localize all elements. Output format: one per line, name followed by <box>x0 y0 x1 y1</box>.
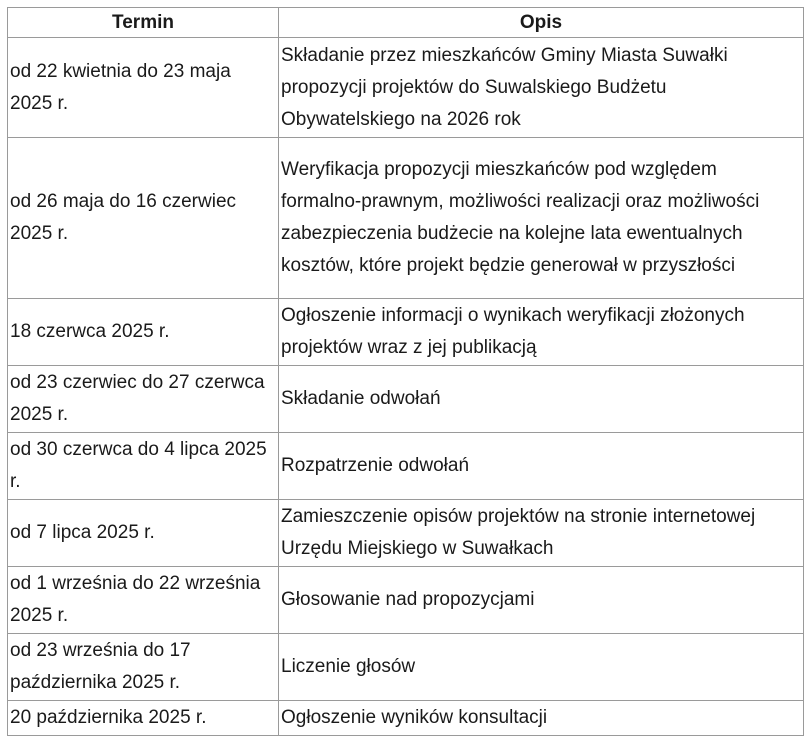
cell-opis: Składanie przez mieszkańców Gminy Miasta Suwałki propozycji projektów do Suwalskiego Budżetu Obywatelskiego na 2026 rok <box>279 38 804 138</box>
table-body <box>8 38 804 736</box>
cell-termin: od 7 lipca 2025 r. <box>8 500 279 567</box>
table-header <box>8 8 804 38</box>
table-row <box>8 500 804 567</box>
cell-opis: Weryfikacja propozycji mieszkańców pod względem formalno-prawnym, możliwości realizacji oraz możliwości zabezpieczenia budżecie na kolejne lata ewentualnych kosztów, które projekt będzie generował w przyszłości <box>279 138 804 299</box>
header-termin: Termin <box>8 8 279 38</box>
schedule-table <box>7 7 804 736</box>
cell-opis: Rozpatrzenie odwołań <box>279 433 804 500</box>
cell-termin: od 30 czerwca do 4 lipca 2025 r. <box>8 433 279 500</box>
cell-opis: Ogłoszenie wyników konsultacji <box>279 701 804 736</box>
table-row <box>8 567 804 634</box>
table-row <box>8 299 804 366</box>
cell-termin: 18 czerwca 2025 r. <box>8 299 279 366</box>
cell-termin: od 22 kwietnia do 23 maja 2025 r. <box>8 38 279 138</box>
table-row <box>8 634 804 701</box>
table-row <box>8 433 804 500</box>
cell-opis: Zamieszczenie opisów projektów na stronie internetowej Urzędu Miejskiego w Suwałkach <box>279 500 804 567</box>
cell-termin: od 23 września do 17 października 2025 r. <box>8 634 279 701</box>
table-row <box>8 138 804 299</box>
cell-opis: Głosowanie nad propozycjami <box>279 567 804 634</box>
cell-termin: 20 października 2025 r. <box>8 701 279 736</box>
cell-termin: od 1 września do 22 września 2025 r. <box>8 567 279 634</box>
header-opis: Opis <box>279 8 804 38</box>
cell-termin: od 23 czerwiec do 27 czerwca 2025 r. <box>8 366 279 433</box>
table-row <box>8 366 804 433</box>
cell-opis: Liczenie głosów <box>279 634 804 701</box>
cell-opis: Składanie odwołań <box>279 366 804 433</box>
cell-opis: Ogłoszenie informacji o wynikach weryfikacji złożonych projektów wraz z jej publikacją <box>279 299 804 366</box>
header-row <box>8 8 804 38</box>
table-row <box>8 38 804 138</box>
cell-termin: od 26 maja do 16 czerwiec 2025 r. <box>8 138 279 299</box>
table-row <box>8 701 804 736</box>
